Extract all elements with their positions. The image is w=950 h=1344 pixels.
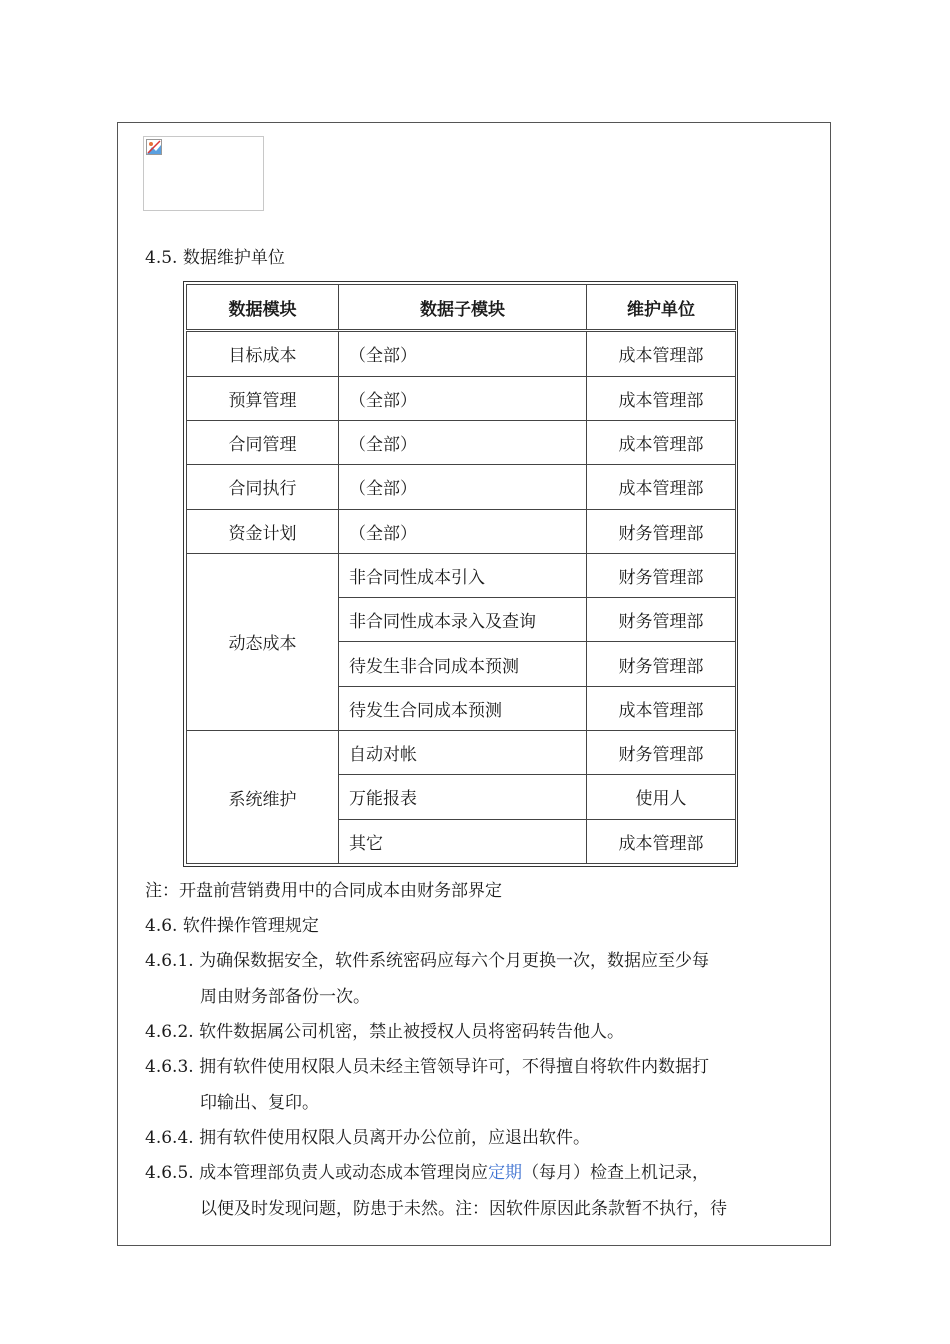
item-4-6-4: 4.6.4. 拥有软件使用权限人员离开办公位前，应退出软件。 — [145, 1128, 591, 1148]
module-cell: 动态成本 — [187, 553, 339, 730]
data-maintenance-table — [183, 281, 738, 867]
item-4-6-1-line2: 周由财务部备份一次。 — [200, 987, 370, 1007]
module-cell: 目标成本 — [187, 331, 339, 376]
item-4-6-3-line1: 4.6.3. 拥有软件使用权限人员未经主管领导许可，不得擅自将软件内数据打 — [145, 1057, 710, 1077]
unit-cell: 成本管理部 — [587, 376, 736, 420]
table-row — [187, 465, 736, 509]
unit-cell: 财务管理部 — [587, 598, 736, 642]
submodule-cell: （全部） — [339, 331, 587, 376]
table-row — [187, 331, 736, 376]
unit-cell: 成本管理部 — [587, 420, 736, 464]
column-header: 维护单位 — [587, 285, 736, 331]
table-row — [187, 376, 736, 420]
item-4-6-5-line1 — [145, 1163, 709, 1183]
module-cell: 预算管理 — [187, 376, 339, 420]
unit-cell: 成本管理部 — [587, 331, 736, 376]
submodule-cell: 自动对帐 — [339, 731, 587, 775]
unit-cell: 财务管理部 — [587, 509, 736, 553]
column-header: 数据子模块 — [339, 285, 587, 331]
section-heading-4-6: 4.6. 软件操作管理规定 — [145, 916, 319, 936]
item-4-6-3-line2: 印输出、复印。 — [200, 1093, 319, 1113]
table-row — [187, 420, 736, 464]
unit-cell: 成本管理部 — [587, 686, 736, 730]
periodic-link[interactable]: 定期 — [488, 1163, 523, 1183]
unit-cell: 财务管理部 — [587, 642, 736, 686]
submodule-cell: 待发生非合同成本预测 — [339, 642, 587, 686]
table-row — [187, 509, 736, 553]
item-4-6-5-text: （每月）检查上机记录， — [522, 1163, 710, 1183]
submodule-cell: 非合同性成本录入及查询 — [339, 598, 587, 642]
unit-cell: 成本管理部 — [587, 465, 736, 509]
item-4-6-1-line1: 4.6.1. 为确保数据安全，软件系统密码应每六个月更换一次，数据应至少每 — [145, 951, 710, 971]
submodule-cell: 万能报表 — [339, 775, 587, 819]
item-4-6-5-text: 4.6.5. 成本管理部负责人或动态成本管理岗应 — [145, 1163, 489, 1183]
broken-image-icon — [146, 139, 162, 155]
table-row — [187, 553, 736, 597]
table-note: 注：开盘前营销费用中的合同成本由财务部界定 — [145, 881, 502, 901]
broken-image-placeholder — [143, 136, 264, 211]
unit-cell: 财务管理部 — [587, 553, 736, 597]
unit-cell: 使用人 — [587, 775, 736, 819]
table-row — [187, 731, 736, 775]
item-4-6-5-line2: 以便及时发现问题，防患于未然。注：因软件原因此条款暂不执行，待 — [200, 1199, 727, 1219]
module-cell: 系统维护 — [187, 731, 339, 864]
submodule-cell: （全部） — [339, 509, 587, 553]
submodule-cell: 待发生合同成本预测 — [339, 686, 587, 730]
module-cell: 合同管理 — [187, 420, 339, 464]
unit-cell: 成本管理部 — [587, 819, 736, 863]
unit-cell: 财务管理部 — [587, 731, 736, 775]
submodule-cell: （全部） — [339, 420, 587, 464]
submodule-cell: 其它 — [339, 819, 587, 863]
column-header: 数据模块 — [187, 285, 339, 331]
item-4-6-2: 4.6.2. 软件数据属公司机密，禁止被授权人员将密码转告他人。 — [145, 1022, 625, 1042]
submodule-cell: 非合同性成本引入 — [339, 553, 587, 597]
module-cell: 合同执行 — [187, 465, 339, 509]
submodule-cell: （全部） — [339, 376, 587, 420]
submodule-cell: （全部） — [339, 465, 587, 509]
table-header-row — [187, 285, 736, 331]
section-heading-4-5: 4.5. 数据维护单位 — [145, 248, 285, 268]
module-cell: 资金计划 — [187, 509, 339, 553]
